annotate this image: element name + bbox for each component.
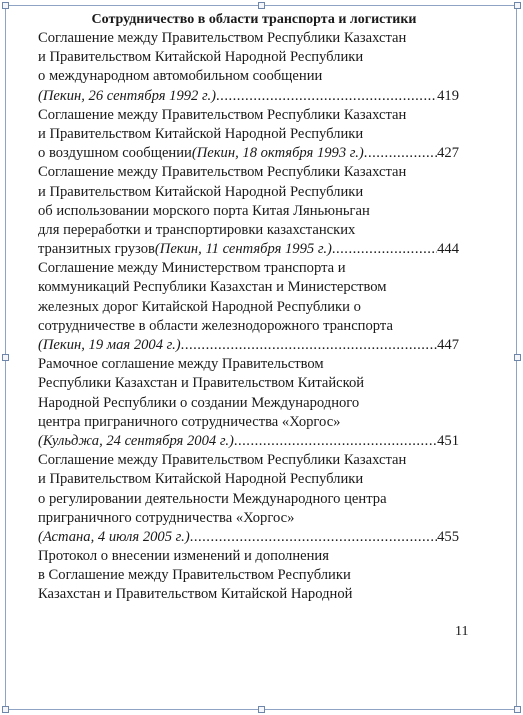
entry-date-place: (Кульджа, 24 сентября 2004 г.): [38, 432, 234, 449]
entry-page-number: 447: [437, 337, 459, 353]
entry-text-line: в Соглашение между Правительством Республики: [38, 567, 351, 584]
dot-leader: [181, 336, 437, 355]
entry-text-line: Республики Казахстан и Правительством Китайской: [38, 375, 365, 392]
entry-page-number: 444: [437, 241, 459, 258]
entry-text-line: об использовании морского порта Китая Ляньюньган: [38, 202, 370, 219]
toc-entry: [38, 29, 460, 106]
entry-text-line: для переработки и транспортировки казахстанских: [38, 221, 356, 238]
entry-text-line: и Правительством Китайской Народной Республики: [38, 49, 364, 66]
dot-leader: [216, 87, 437, 106]
entry-leader-line: [38, 432, 459, 451]
entry-text-line: и Правительством Китайской Народной Республики: [38, 183, 364, 200]
toc-entry: [38, 163, 460, 259]
dot-leader: [332, 240, 437, 259]
entry-text-line: Соглашение между Правительством Республики Казахстан: [38, 30, 407, 46]
entry-text-line: о регулировании деятельности Международного центра: [38, 490, 387, 507]
resize-handle-bottom-left[interactable]: [2, 706, 9, 713]
entry-date-place: (Пекин, 11 сентября 1995 г.): [154, 241, 332, 258]
entry-text-line: железных дорог Китайской Народной Республики о: [38, 298, 361, 315]
resize-handle-bottom-right[interactable]: [514, 706, 521, 713]
entry-text-line: приграничного сотрудничества «Хоргос»: [38, 509, 295, 526]
page-number: 11: [455, 624, 469, 639]
entry-date-place: (Пекин, 18 октября 1993 г.): [191, 145, 364, 162]
entry-text-line: коммуникаций Республики Казахстан и Министерством: [38, 279, 387, 296]
section-title: Сотрудничество в области транспорта и логистики: [91, 12, 417, 27]
toc-entry: [38, 106, 460, 164]
entry-page-number: 419: [437, 87, 459, 104]
resize-handle-middle-right[interactable]: [514, 354, 521, 361]
entry-page-number: 451: [437, 432, 459, 449]
entry-leader-line: [38, 144, 459, 163]
entry-leader-line: [38, 87, 459, 106]
resize-handle-top-right[interactable]: [514, 2, 521, 9]
entry-leader-line: [38, 336, 459, 355]
entry-text-line: Соглашение между Правительством Республики Казахстан: [38, 164, 407, 181]
entry-page-number: 455: [437, 528, 459, 545]
entry-text-line: и Правительством Китайской Народной Республики: [38, 471, 364, 488]
entry-text-line: о международном автомобильном сообщении: [38, 68, 323, 85]
toc-content: [38, 10, 460, 605]
entry-leader-line: [38, 240, 459, 259]
dot-leader: [234, 432, 437, 451]
entry-text-tail: о воздушном сообщении: [38, 145, 192, 162]
entry-text-line: Соглашение между Министерством транспорта и: [38, 260, 346, 277]
toc-entry: [38, 355, 460, 451]
dot-leader: [190, 528, 437, 547]
toc-entry-continued: [38, 547, 460, 605]
toc-entry: [38, 259, 460, 355]
entry-date-place: (Астана, 4 июля 2005 г.): [38, 528, 190, 545]
entry-text-line: центра приграничного сотрудничества «Хоргос»: [38, 413, 341, 430]
entry-text-line: Рамочное соглашение между Правительством: [38, 356, 324, 373]
entry-text-line: сотрудничестве в области железнодорожного транспорта: [38, 317, 393, 334]
entry-text-line: и Правительством Китайской Народной Республики: [38, 125, 364, 142]
entry-leader-line: [38, 528, 459, 547]
entry-text-line: Соглашение между Правительством Республики Казахстан: [38, 452, 407, 469]
resize-handle-middle-left[interactable]: [2, 354, 9, 361]
entry-text-line: Протокол о внесении изменений и дополнения: [38, 548, 329, 565]
entry-date-place: (Пекин, 26 сентября 1992 г.): [38, 87, 217, 104]
entry-page-number: 427: [437, 145, 459, 162]
entry-text-line: Соглашение между Правительством Республики Казахстан: [38, 106, 407, 123]
dot-leader: [364, 144, 437, 163]
resize-handle-top-left[interactable]: [2, 2, 9, 9]
resize-handle-bottom-center[interactable]: [258, 706, 265, 713]
entry-date-place: (Пекин, 19 мая 2004 г.): [38, 337, 181, 353]
entry-text-line: Казахстан и Правительством Китайской Народной: [38, 586, 353, 603]
resize-handle-top-center[interactable]: [258, 2, 265, 9]
entry-text-tail: транзитных грузов: [38, 241, 155, 258]
toc-entry: [38, 451, 460, 547]
entry-text-line: Народной Республики о создании Международного: [38, 394, 360, 411]
